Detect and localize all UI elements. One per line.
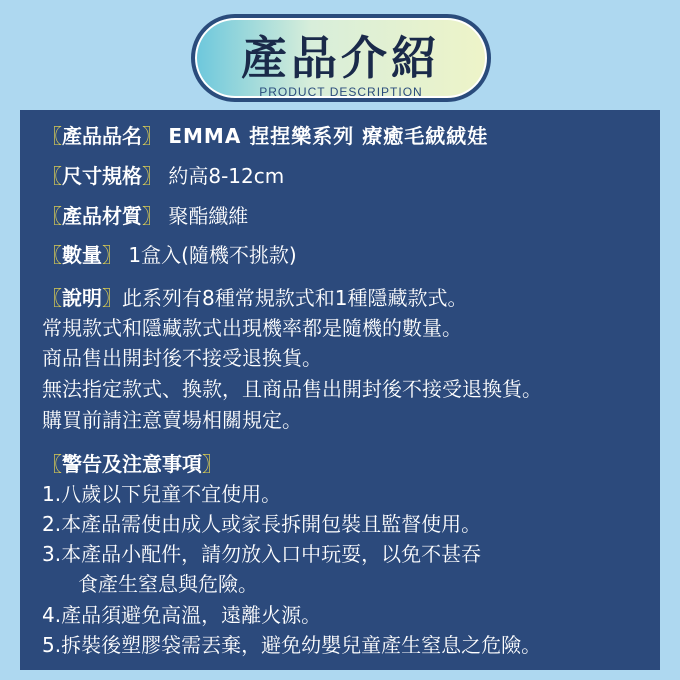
description-line: 商品售出開封後不接受退換貨。 xyxy=(42,346,322,370)
warning-heading xyxy=(42,450,222,478)
warning-item-continuation: 食產生窒息與危險。 xyxy=(78,572,258,596)
material-value: 聚酯纖維 xyxy=(168,204,249,228)
warning-item: 5.拆裝後塑膠袋需丟棄，避免幼嬰兒童產生窒息之危險。 xyxy=(42,633,542,657)
bracket-close: 〗 xyxy=(102,286,122,310)
description-label: 說明 xyxy=(62,286,102,310)
quantity-row xyxy=(42,241,297,269)
description-line: 常規款式和隱藏款式出現機率都是隨機的數量。 xyxy=(42,316,462,340)
bracket-close: 〗 xyxy=(142,124,162,148)
page-subtitle: PRODUCT DESCRIPTION xyxy=(259,85,423,99)
page-title: 產品介紹 xyxy=(241,31,441,85)
bracket-close: 〗 xyxy=(202,452,222,476)
size-row xyxy=(42,162,284,190)
description-line: 此系列有8種常規款式和1種隱藏款式。 xyxy=(122,286,468,310)
quantity-label: 數量 xyxy=(62,243,102,267)
bracket-open: 〖 xyxy=(42,286,62,310)
product-name-value: EMMA 捏捏樂系列 療癒毛絨絨娃 xyxy=(168,124,489,148)
bracket-close: 〗 xyxy=(102,243,122,267)
title-badge xyxy=(191,14,491,102)
warning-item: 1.八歲以下兒童不宜使用。 xyxy=(42,482,282,506)
quantity-value: 1盒入(隨機不挑款) xyxy=(128,243,297,267)
warning-label: 警告及注意事項 xyxy=(62,452,202,476)
description-panel xyxy=(20,110,660,670)
warning-item: 3.本產品小配件，請勿放入口中玩耍，以免不甚吞 xyxy=(42,542,482,566)
description-line: 無法指定款式、換款，且商品售出開封後不接受退換貨。 xyxy=(42,377,542,401)
description-row xyxy=(42,284,467,312)
material-label: 產品材質 xyxy=(62,204,142,228)
header-band xyxy=(0,0,680,118)
bracket-open: 〖 xyxy=(42,204,62,228)
bracket-close: 〗 xyxy=(142,164,162,188)
description-line: 購買前請注意賣場相關規定。 xyxy=(42,408,302,432)
warning-item: 4.產品須避免高溫，遠離火源。 xyxy=(42,603,322,627)
material-row xyxy=(42,202,248,230)
size-value: 約高8-12cm xyxy=(168,164,285,188)
bracket-close: 〗 xyxy=(142,204,162,228)
product-name-row xyxy=(42,122,488,150)
bracket-open: 〖 xyxy=(42,124,62,148)
bracket-open: 〖 xyxy=(42,164,62,188)
size-label: 尺寸規格 xyxy=(62,164,142,188)
product-name-label: 產品品名 xyxy=(62,124,142,148)
bracket-open: 〖 xyxy=(42,243,62,267)
bracket-open: 〖 xyxy=(42,452,62,476)
warning-item: 2.本產品需使由成人或家長拆開包裝且監督使用。 xyxy=(42,512,482,536)
